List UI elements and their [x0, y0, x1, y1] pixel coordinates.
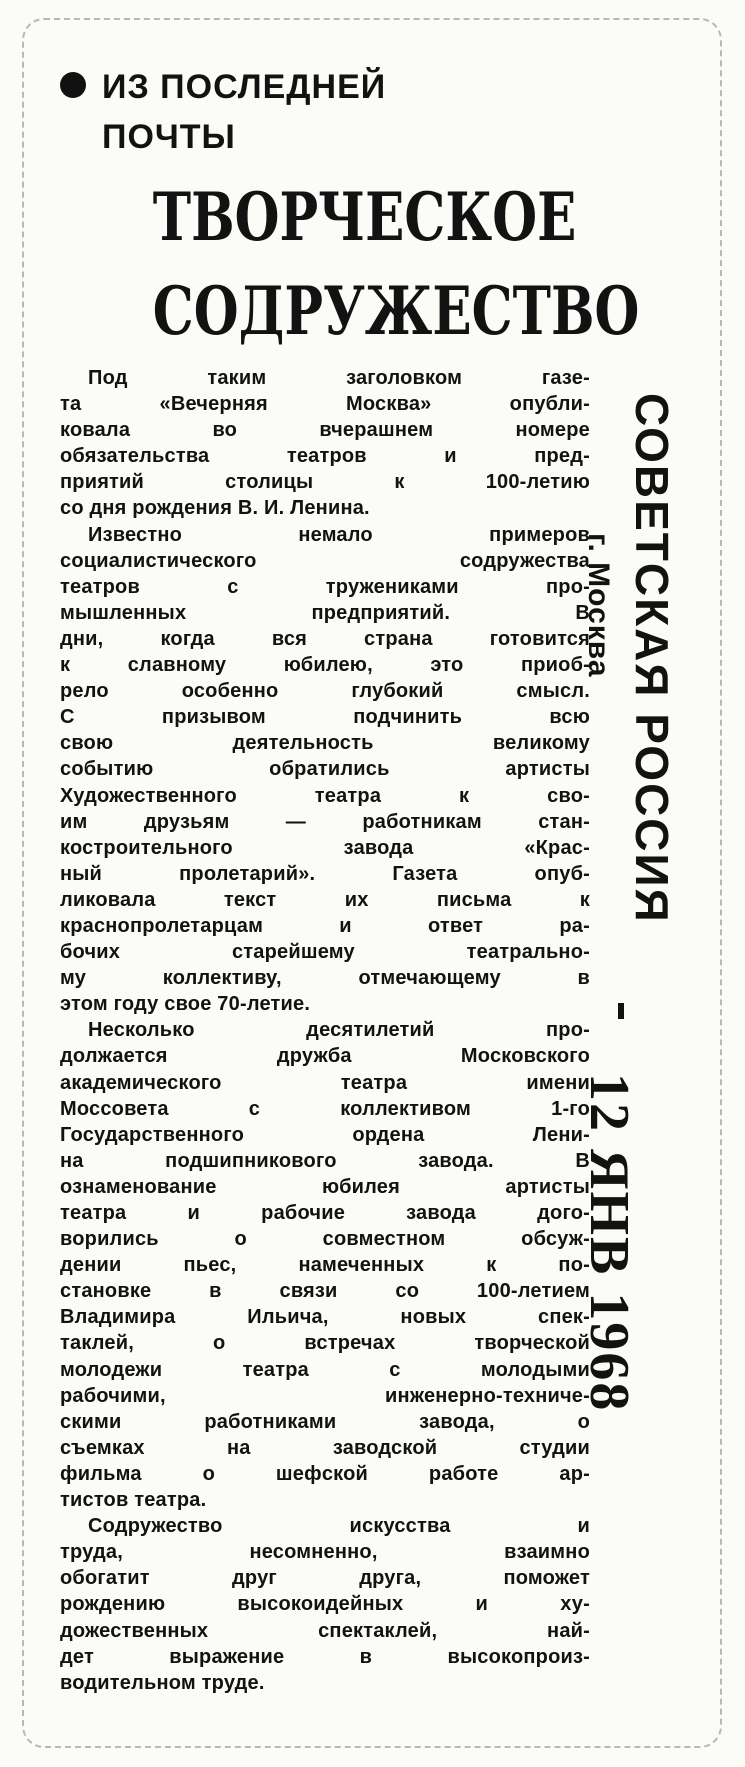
- article-line: Несколько десятилетий про-: [88, 1019, 590, 1042]
- article-line: Моссовета с коллективом 1-го: [60, 1097, 590, 1120]
- article-line: му коллективу, отмечающему в: [60, 967, 590, 990]
- article-line: дет выражение в высокопроиз-: [60, 1645, 590, 1668]
- headline-line-2: СОДРУЖЕСТВО: [152, 272, 640, 350]
- article-line: труда, несомненно, взаимно: [60, 1541, 590, 1564]
- article-line: дении пьес, намеченных к по-: [60, 1254, 590, 1277]
- article-line: событию обратились артисты: [60, 758, 590, 781]
- article-line: социалистического содружества: [60, 549, 590, 572]
- article-line: тистов театра.: [60, 1489, 207, 1512]
- article-line: ворились о совместном обсуж-: [60, 1228, 590, 1251]
- article-line: театров с тружениками про-: [60, 575, 590, 598]
- article-line: театра и рабочие завода дого-: [60, 1202, 590, 1224]
- article-line: рело особенно глубокий смысл.: [60, 680, 590, 703]
- article-line: таклей, о встречах творческой: [60, 1332, 590, 1355]
- article-line: бочих старейшему театрально-: [60, 941, 590, 964]
- section-heading: [60, 62, 480, 162]
- article-line: фильма о шефской работе ар-: [60, 1462, 590, 1485]
- article-line: должается дружба Московского: [60, 1045, 590, 1068]
- stamp-date: 12 ЯНВ 1968: [578, 1073, 640, 1413]
- section-heading-line-2: ПОЧТЫ: [102, 118, 236, 156]
- article-line: со дня рождения В. И. Ленина.: [60, 497, 370, 520]
- article-line: Содружество искусства и: [88, 1515, 590, 1538]
- article-line: на подшипникового завода. В: [60, 1149, 590, 1172]
- article-line: академического театра имени: [60, 1071, 590, 1094]
- article-line: становке в связи со 100-летием: [60, 1280, 590, 1303]
- article-line: рождению высокоидейных и ху-: [60, 1593, 590, 1616]
- article-line: этом году свое 70-летие.: [60, 993, 311, 1016]
- article-body: [60, 365, 590, 1696]
- article-line: свою деятельность великому: [60, 732, 590, 755]
- article-line: С призывом подчинить всю: [60, 706, 590, 729]
- article-line: краснопролетарцам и ответ ра-: [60, 914, 590, 937]
- article-line: ознаменование юбилея артисты: [60, 1175, 590, 1198]
- article-line: ный пролетарий». Газета опуб-: [60, 862, 590, 885]
- section-heading-line-1: ИЗ ПОСЛЕДНЕЙ: [102, 68, 387, 106]
- article-line: дожественных спектаклей, най-: [60, 1619, 590, 1642]
- article-line: ковала во вчерашнем номере: [60, 419, 590, 442]
- bullet-icon: [60, 72, 86, 98]
- article-line: Известно немало примеров: [88, 523, 590, 546]
- article-line: скими работниками завода, о: [60, 1410, 590, 1433]
- article-line: молодежи театра с молодыми: [60, 1358, 590, 1381]
- stamp-newspaper-name: СОВЕТСКАЯ РОССИЯ: [626, 393, 678, 924]
- article-line: обогатит друг друга, поможет: [60, 1567, 590, 1590]
- article-line: та «Вечерняя Москва» опубли-: [60, 393, 590, 416]
- article-line: им друзьям — работникам стан-: [60, 810, 590, 833]
- newspaper-stamp: [570, 393, 680, 1423]
- stamp-rule: [618, 1003, 624, 1019]
- article-line: дни, когда вся страна готовится: [60, 627, 590, 650]
- article-line: Под таким заголовком газе-: [88, 367, 590, 389]
- headline: [100, 170, 640, 358]
- article-line: костроительного завода «Крас-: [60, 836, 590, 859]
- article-line: к славному юбилею, это приоб-: [60, 654, 590, 677]
- stamp-city: г. Москва: [582, 533, 615, 678]
- article-line: приятий столицы к 100-летию: [60, 471, 590, 494]
- headline-line-1: ТВОРЧЕСКОЕ: [152, 178, 577, 256]
- article-line: мышленных предприятий. В: [60, 601, 590, 624]
- article-line: рабочими, инженерно-техниче-: [60, 1384, 590, 1407]
- article-line: Владимира Ильича, новых спек-: [60, 1306, 590, 1329]
- article-line: водительном труде.: [60, 1671, 265, 1694]
- article-line: Государственного ордена Лени-: [60, 1123, 590, 1146]
- article-line: обязательства театров и пред-: [60, 445, 590, 468]
- article-line: ликовала текст их письма к: [60, 888, 590, 911]
- article-line: съемках на заводской студии: [60, 1436, 590, 1459]
- article-line: Художественного театра к сво-: [60, 784, 590, 807]
